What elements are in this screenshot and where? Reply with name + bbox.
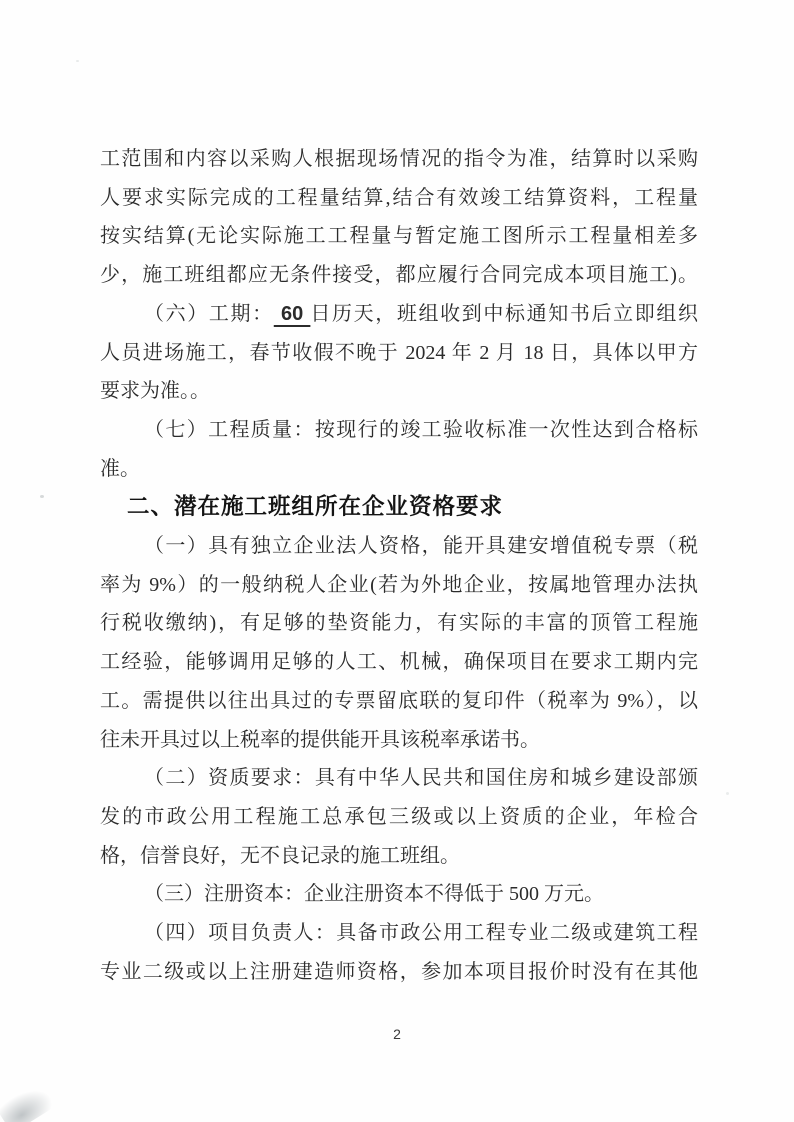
text-segment: 格，信誉良好，无不良记录的施工班组。 [100, 844, 460, 867]
text-line [100, 721, 698, 760]
text-segment: 发的市政公用工程施工总承包三级或以上资质的企业，年检合 [100, 805, 698, 828]
text-line [100, 295, 698, 334]
text-segment: 往未开具过以上税率的提供能开具该税率承诺书。 [100, 728, 540, 751]
paragraph [100, 527, 698, 759]
text-segment: 工经验，能够调用足够的人工、机械，确保项目在要求工期内完 [100, 651, 698, 674]
text-segment: 人要求实际完成的工程量结算,结合有效竣工结算资料，工程量 [100, 186, 698, 209]
text-segment: 行税收缴纳)，有足够的垫资能力，有实际的丰富的顶管工程施 [100, 612, 698, 635]
scan-speck [76, 60, 79, 62]
paragraph [100, 295, 698, 411]
paragraph [100, 140, 698, 295]
text-segment: 工范围和内容以采购人根据现场情况的指令为准，结算时以采购 [100, 148, 698, 170]
blank-underline-value: 60 [273, 302, 311, 325]
section-heading [100, 488, 698, 527]
text-line [100, 372, 698, 411]
text-line [100, 643, 698, 682]
text-segment: （一）具有独立企业法人资格，能开具建安增值税专票（税 [144, 535, 698, 558]
text-segment: 率为 9%）的一般纳税人企业(若为外地企业，按属地管理办法执 [100, 573, 698, 596]
scan-speck [40, 495, 44, 498]
page-number: 2 [393, 1026, 401, 1042]
text-line [100, 334, 698, 373]
text-segment: 少，施工班组都应无条件接受，都应履行合同完成本项目施工)。 [100, 264, 698, 287]
text-line [100, 682, 698, 721]
text-line [100, 450, 698, 489]
scan-smudge [0, 1081, 56, 1122]
text-segment: 准。 [100, 457, 140, 480]
paragraph [100, 914, 698, 991]
text-line [100, 914, 698, 953]
text-segment: 工。需提供以往出具过的专票留底联的复印件（税率为 9%），以 [100, 689, 698, 712]
scan-speck [726, 792, 729, 795]
text-line [100, 798, 698, 837]
text-line [100, 875, 698, 914]
text-segment: （二）资质要求：具有中华人民共和国住房和城乡建设部颁 [144, 767, 698, 790]
text-segment: 二、潜在施工班组所在企业资格要求 [127, 494, 504, 520]
text-line [100, 488, 698, 527]
text-line [100, 527, 698, 566]
text-line [100, 256, 698, 295]
paragraph [100, 759, 698, 875]
text-line [100, 759, 698, 798]
text-line [100, 953, 698, 992]
text-segment: （四）项目负责人：具备市政公用工程专业二级或建筑工程 [144, 922, 698, 945]
text-segment: （七）工程质量：按现行的竣工验收标准一次性达到合格标 [144, 418, 698, 441]
text-segment: 日历天，班组收到中标通知书后立即组织 [310, 302, 699, 325]
text-segment: （三）注册资本：企业注册资本不得低于 500 万元。 [144, 883, 604, 906]
text-line [100, 604, 698, 643]
paragraph [100, 411, 698, 488]
text-line [100, 837, 698, 876]
text-line [100, 566, 698, 605]
text-segment: （六）工期： [144, 302, 274, 325]
text-line [100, 140, 698, 179]
paragraph [100, 875, 698, 914]
text-line [100, 217, 698, 256]
text-line [100, 179, 698, 218]
text-segment: 按实结算(无论实际施工工程量与暂定施工图所示工程量相差多 [100, 225, 698, 248]
text-segment: 人员进场施工，春节收假不晚于 2024 年 2 月 18 日，具体以甲方 [100, 341, 698, 364]
text-segment: 要求为准。。 [100, 380, 210, 403]
document-body [100, 140, 698, 991]
text-segment: 专业二级或以上注册建造师资格，参加本项目报价时没有在其他 [100, 960, 698, 983]
text-line [100, 411, 698, 450]
